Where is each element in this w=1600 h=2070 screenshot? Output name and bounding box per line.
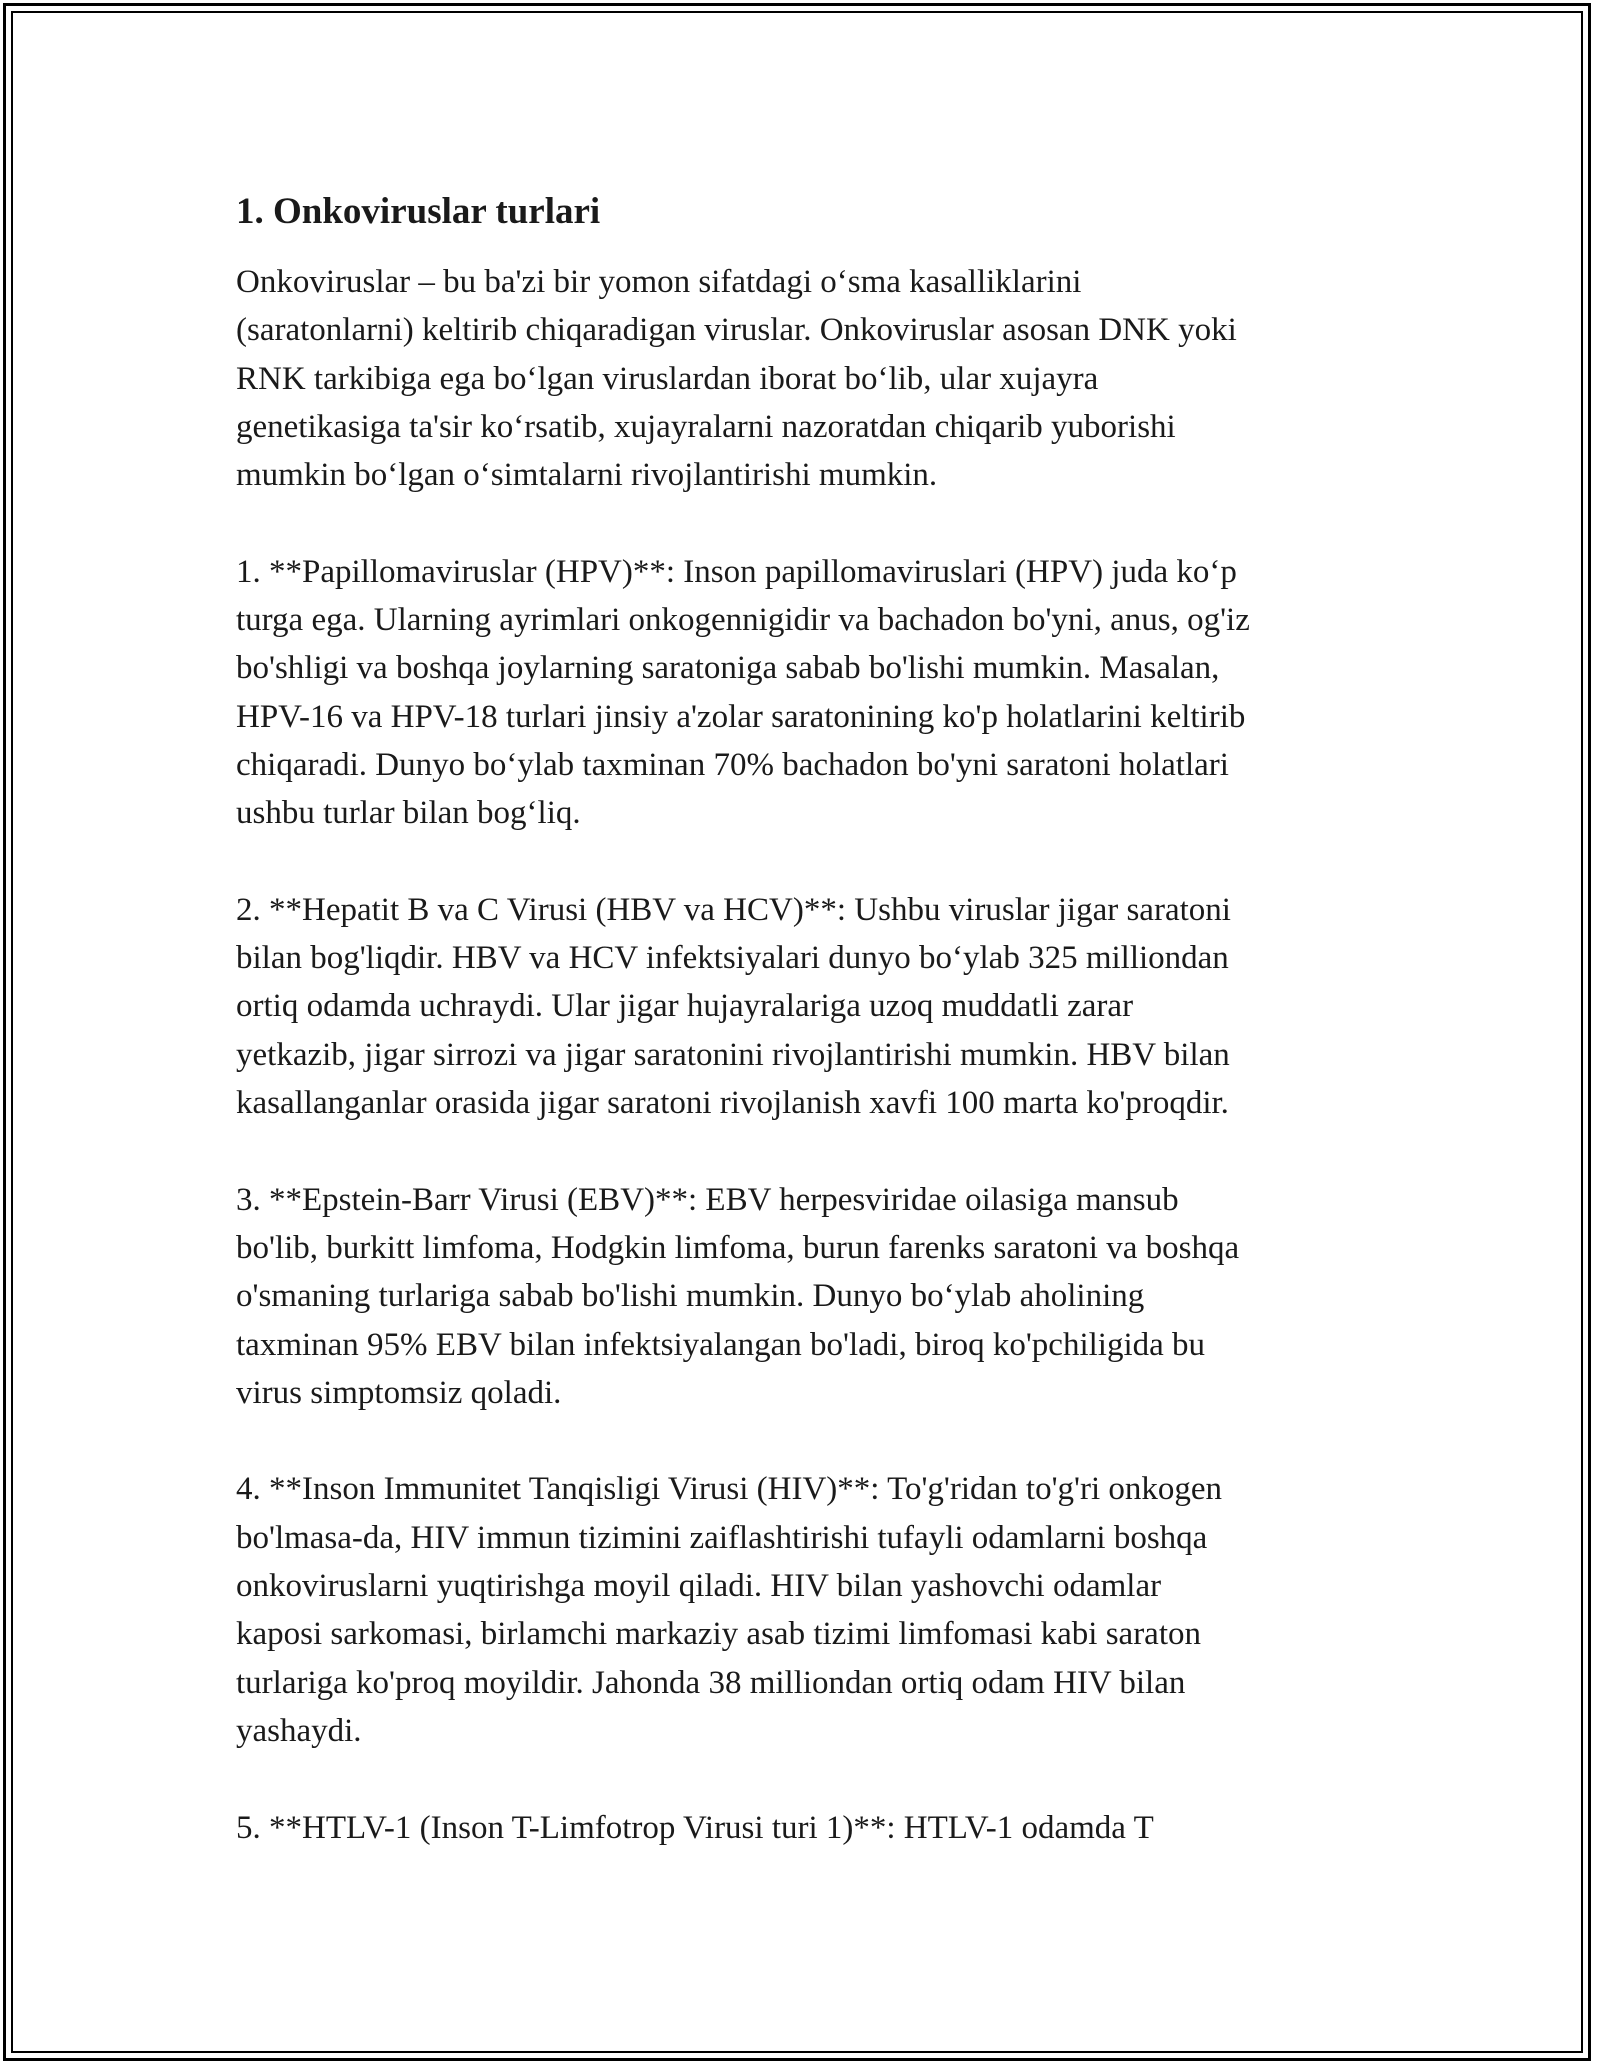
text-line: 1. **Papillomaviruslar (HPV)**: Inson papillomaviruslari (HPV) juda koʻp (236, 553, 1237, 590)
document-body (236, 188, 1386, 1900)
paragraph-htlv1 (236, 1804, 1386, 1852)
text-line: mumkin boʻlgan oʻsimtalarni rivojlantirishi mumkin. (236, 457, 938, 494)
text-line: kasallanganlar orasida jigar saratoni rivojlanish xavfi 100 marta ko'proqdir. (236, 1085, 1229, 1122)
text-line: 2. **Hepatit B va C Virusi (HBV va HCV)**: Ushbu viruslar jigar saratoni (236, 891, 1231, 928)
text-line: genetikasiga ta'sir koʻrsatib, xujayralarni nazoratdan chiqarib yuborishi (236, 408, 1176, 445)
text-line: bo'lib, burkitt limfoma, Hodgkin limfoma, burun farenks saratoni va boshqa (236, 1229, 1240, 1266)
section-heading: 1. Onkoviruslar turlari (236, 191, 601, 232)
text-line: bilan bog'liqdir. HBV va HCV infektsiyalari dunyo boʻylab 325 milliondan (236, 940, 1229, 977)
text-line: o'smaning turlariga sabab bo'lishi mumkin. Dunyo boʻylab aholining (236, 1278, 1145, 1315)
paragraph-hpv (236, 548, 1386, 838)
text-line: chiqaradi. Dunyo boʻylab taxminan 70% bachadon bo'yni saratoni holatlari (236, 746, 1229, 783)
text-line: HPV-16 va HPV-18 turlari jinsiy a'zolar saratonining ko'p holatlarini keltirib (236, 698, 1246, 735)
text-line: 3. **Epstein-Barr Virusi (EBV)**: EBV herpesviridae oilasiga mansub (236, 1181, 1179, 1218)
text-line: turga ega. Ularning ayrimlari onkogennigidir va bachadon bo'yni, anus, og'iz (236, 602, 1250, 639)
text-line: 4. **Inson Immunitet Tanqisligi Virusi (HIV)**: To'g'ridan to'g'ri onkogen (236, 1471, 1223, 1508)
paragraph-intro (236, 258, 1386, 499)
paragraph-hiv (236, 1465, 1386, 1755)
text-line: Onkoviruslar – bu ba'zi bir yomon sifatdagi oʻsma kasalliklarini (236, 264, 1082, 300)
text-line: turlariga ko'proq moyildir. Jahonda 38 milliondan ortiq odam HIV bilan (236, 1664, 1186, 1701)
paragraph-hbv-hcv (236, 886, 1386, 1127)
text-line: 5. **HTLV-1 (Inson T-Limfotrop Virusi turi 1)**: HTLV-1 odamda T (236, 1809, 1154, 1846)
text-line: yashaydi. (236, 1712, 362, 1749)
paragraph-ebv (236, 1176, 1386, 1417)
text-line: yetkazib, jigar sirrozi va jigar saratonini rivojlantirishi mumkin. HBV bilan (236, 1036, 1230, 1073)
text-line: bo'lmasa-da, HIV immun tizimini zaiflashtirishi tufayli odamlarni boshqa (236, 1519, 1208, 1556)
text-line: ushbu turlar bilan bogʻliq. (236, 795, 581, 832)
text-line: virus simptomsiz qoladi. (236, 1374, 562, 1411)
text-line: (saratonlarni) keltirib chiqaradigan viruslar. Onkoviruslar asosan DNK yoki (236, 312, 1237, 349)
text-line: ortiq odamda uchraydi. Ular jigar hujayralariga uzoq muddatli zarar (236, 988, 1134, 1025)
text-line: bo'shligi va boshqa joylarning saratoniga sabab bo'lishi mumkin. Masalan, (236, 650, 1220, 687)
text-line: onkoviruslarni yuqtirishga moyil qiladi. HIV bilan yashovchi odamlar (236, 1568, 1162, 1605)
text-line: taxminan 95% EBV bilan infektsiyalangan bo'ladi, biroq ko'pchiligida bu (236, 1326, 1206, 1363)
text-line: RNK tarkibiga ega boʻlgan viruslardan iborat boʻlib, ular xujayra (236, 360, 1099, 397)
text-line: kaposi sarkomasi, birlamchi markaziy asab tizimi limfomasi kabi saraton (236, 1616, 1201, 1653)
